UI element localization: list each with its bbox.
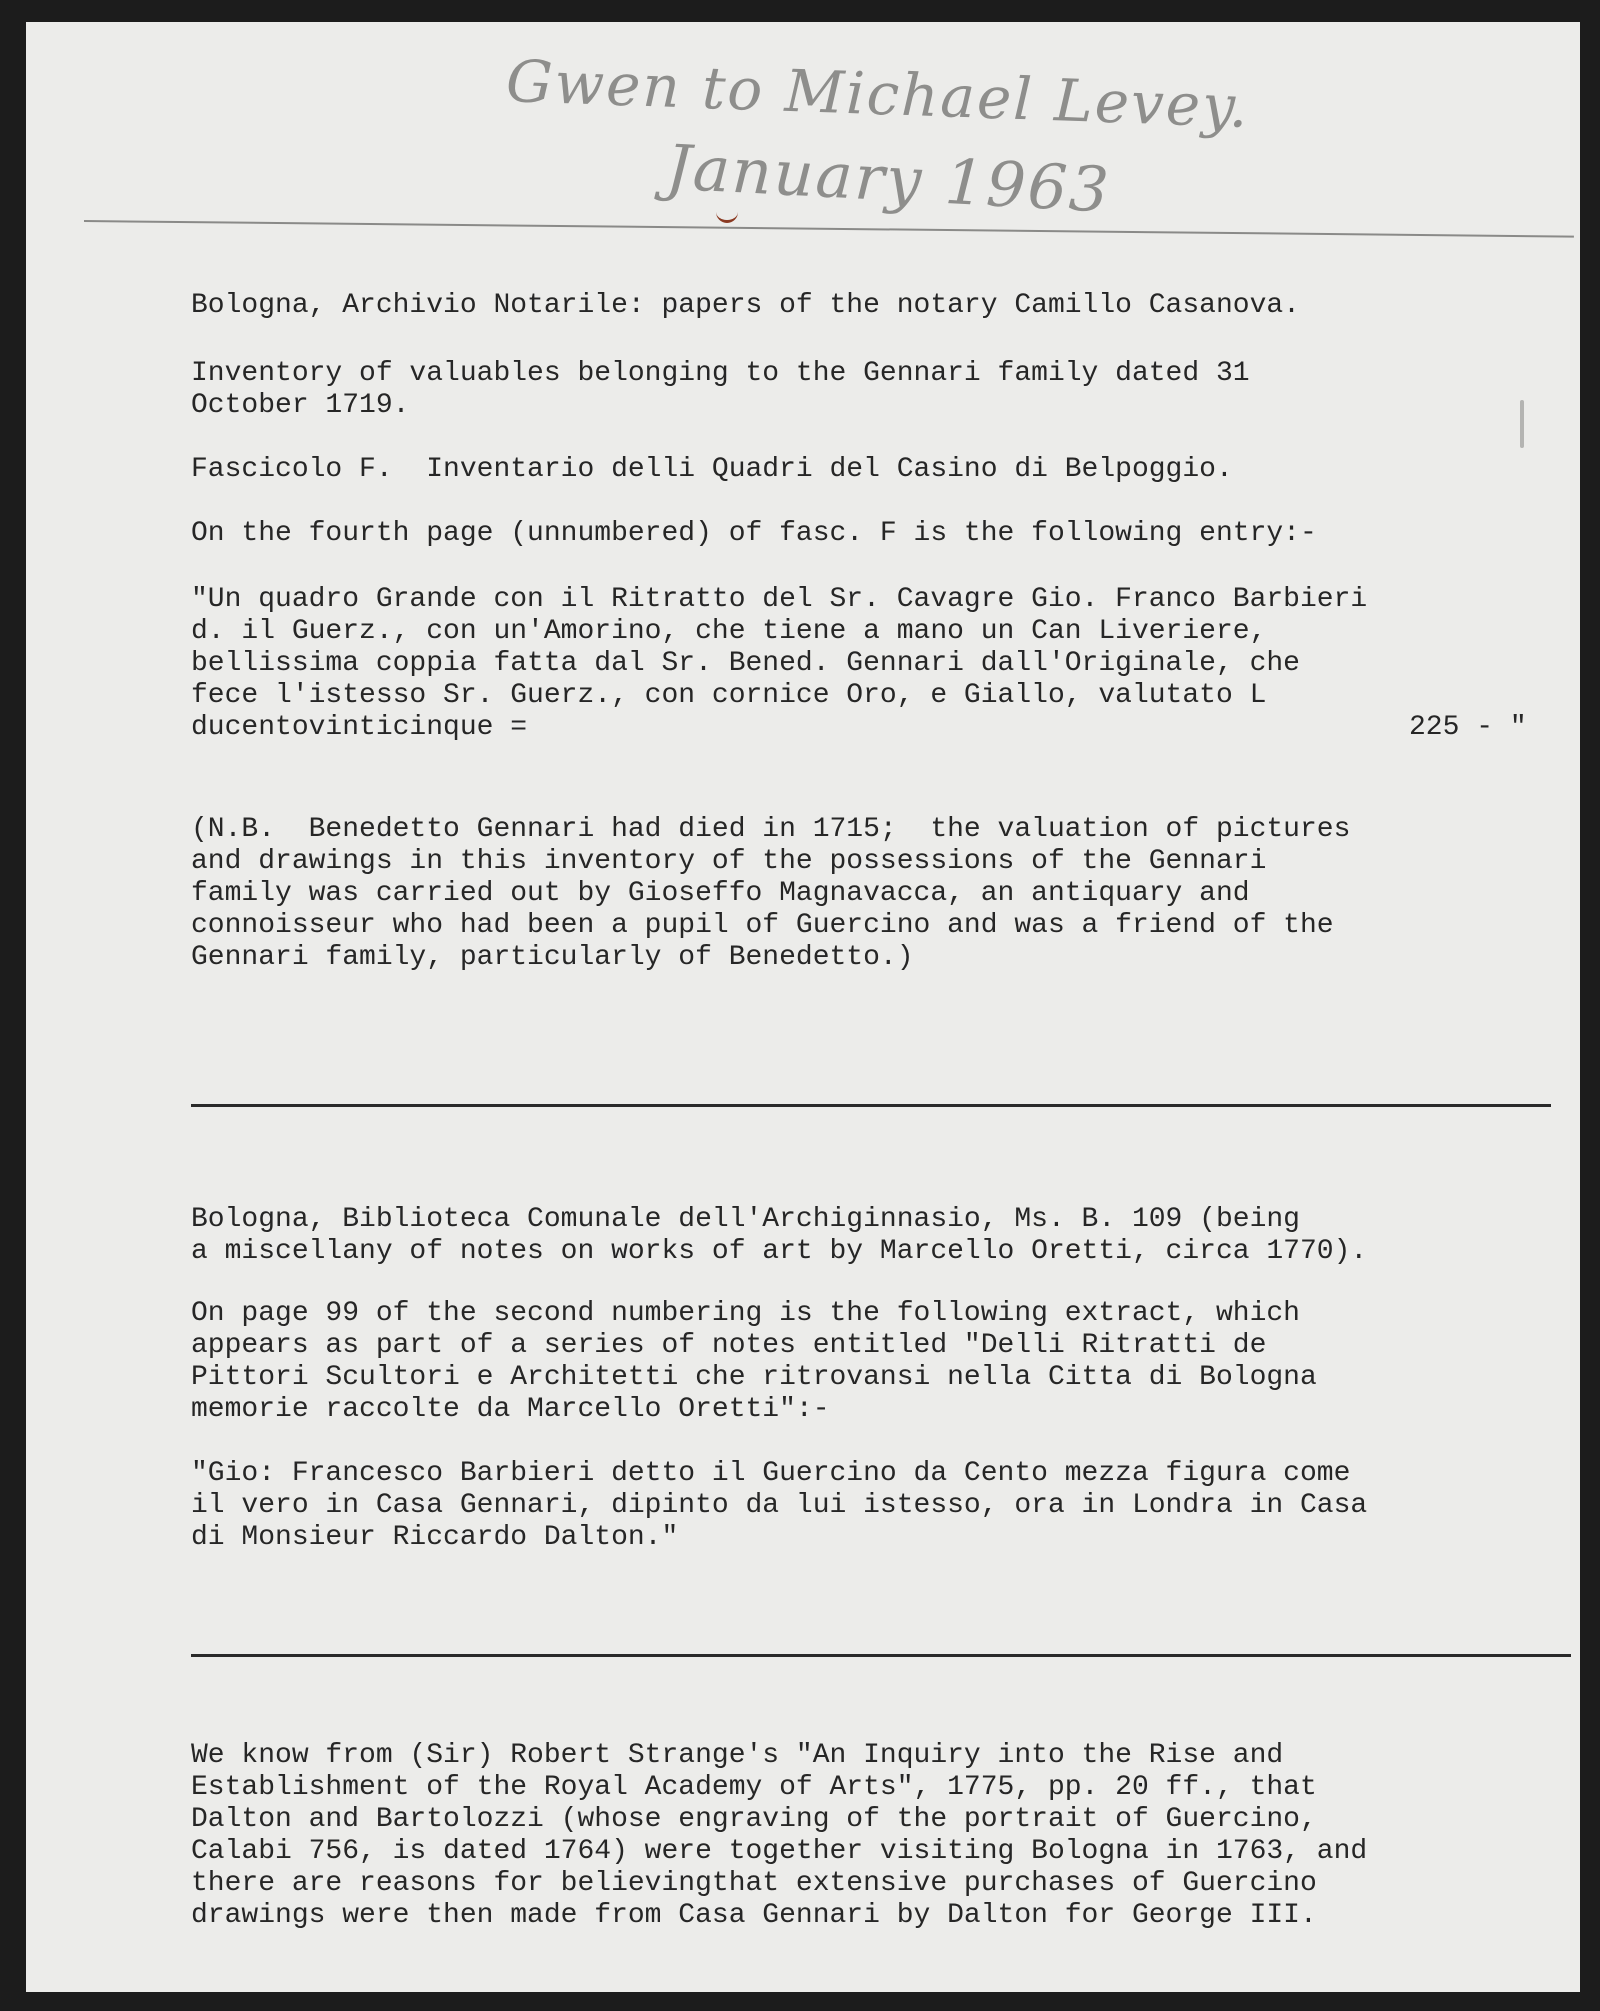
- entry-intro: On the fourth page (unnumbered) of fasc. F is the following entry:-: [191, 518, 1317, 549]
- handwritten-rule: [84, 220, 1574, 238]
- fascicolo-heading: Fascicolo F. Inventario delli Quadri del Casino di Belpoggio.: [191, 454, 1233, 485]
- inventory-description: Inventory of valuables belonging to the Gennari family dated 31 October 1719.: [191, 358, 1250, 421]
- paper-mark: [716, 210, 738, 223]
- paper-edge-mark: [1520, 400, 1524, 448]
- handwritten-date: January 1963: [664, 130, 1113, 227]
- inventory-quote: "Un quadro Grande con il Ritratto del Sr. Cavagre Gio. Franco Barbieri d. il Guerz., con un'Amorino, che tiene a mano un Can Liveriere, bellissima coppia fatta dal Sr. Bened. Gennari dall'Originale, che fece l'istesso Sr. Guerz., con cornice Oro, e Giallo, valutato L ducentovinticinque =: [191, 584, 1368, 743]
- valuation-amount: 225 - ": [1409, 712, 1527, 743]
- document-page: [26, 22, 1580, 1992]
- section-divider: [191, 1104, 1551, 1107]
- nota-bene: (N.B. Benedetto Gennari had died in 1715; the valuation of pictures and drawings in this inventory of the possessions of the Gennari family was carried out by Gioseffo Magnavacca, an antiquary and connoisseur who had been a pupil of Guercino and was a friend of the Gennari family, particularly of Benedetto.): [191, 814, 1351, 973]
- handwritten-dedication: Gwen to Michael Levey.: [505, 47, 1251, 141]
- manuscript-source: Bologna, Biblioteca Comunale dell'Archiginnasio, Ms. B. 109 (being a miscellany of notes on works of art by Marcello Oretti, circa 1770).: [191, 1204, 1368, 1267]
- extract-intro: On page 99 of the second numbering is the following extract, which appears as part of a series of notes entitled "Delli Ritratti de Pittori Scultori e Architetti che ritrovansi nella Citta di Bologna memorie raccolte da Marcello Oretti":-: [191, 1298, 1317, 1425]
- section-divider: [191, 1654, 1571, 1657]
- strange-paragraph: We know from (Sir) Robert Strange's "An Inquiry into the Rise and Establishment of the Royal Academy of Arts", 1775, pp. 20 ff., that Dalton and Bartolozzi (whose engraving of the portrait of Guercino, Calabi 756, is dated 1764) were together visiting Bologna in 1763, and there are reasons for believingthat extensive purchases of Guercino drawings were then made from Casa Gennari by Dalton for George III.: [191, 1740, 1368, 1931]
- archive-source: Bologna, Archivio Notarile: papers of the notary Camillo Casanova.: [191, 290, 1300, 321]
- oretti-quote: "Gio: Francesco Barbieri detto il Guercino da Cento mezza figura come il vero in Casa Gennari, dipinto da lui istesso, ora in Londra in Casa di Monsieur Riccardo Dalton.": [191, 1458, 1368, 1553]
